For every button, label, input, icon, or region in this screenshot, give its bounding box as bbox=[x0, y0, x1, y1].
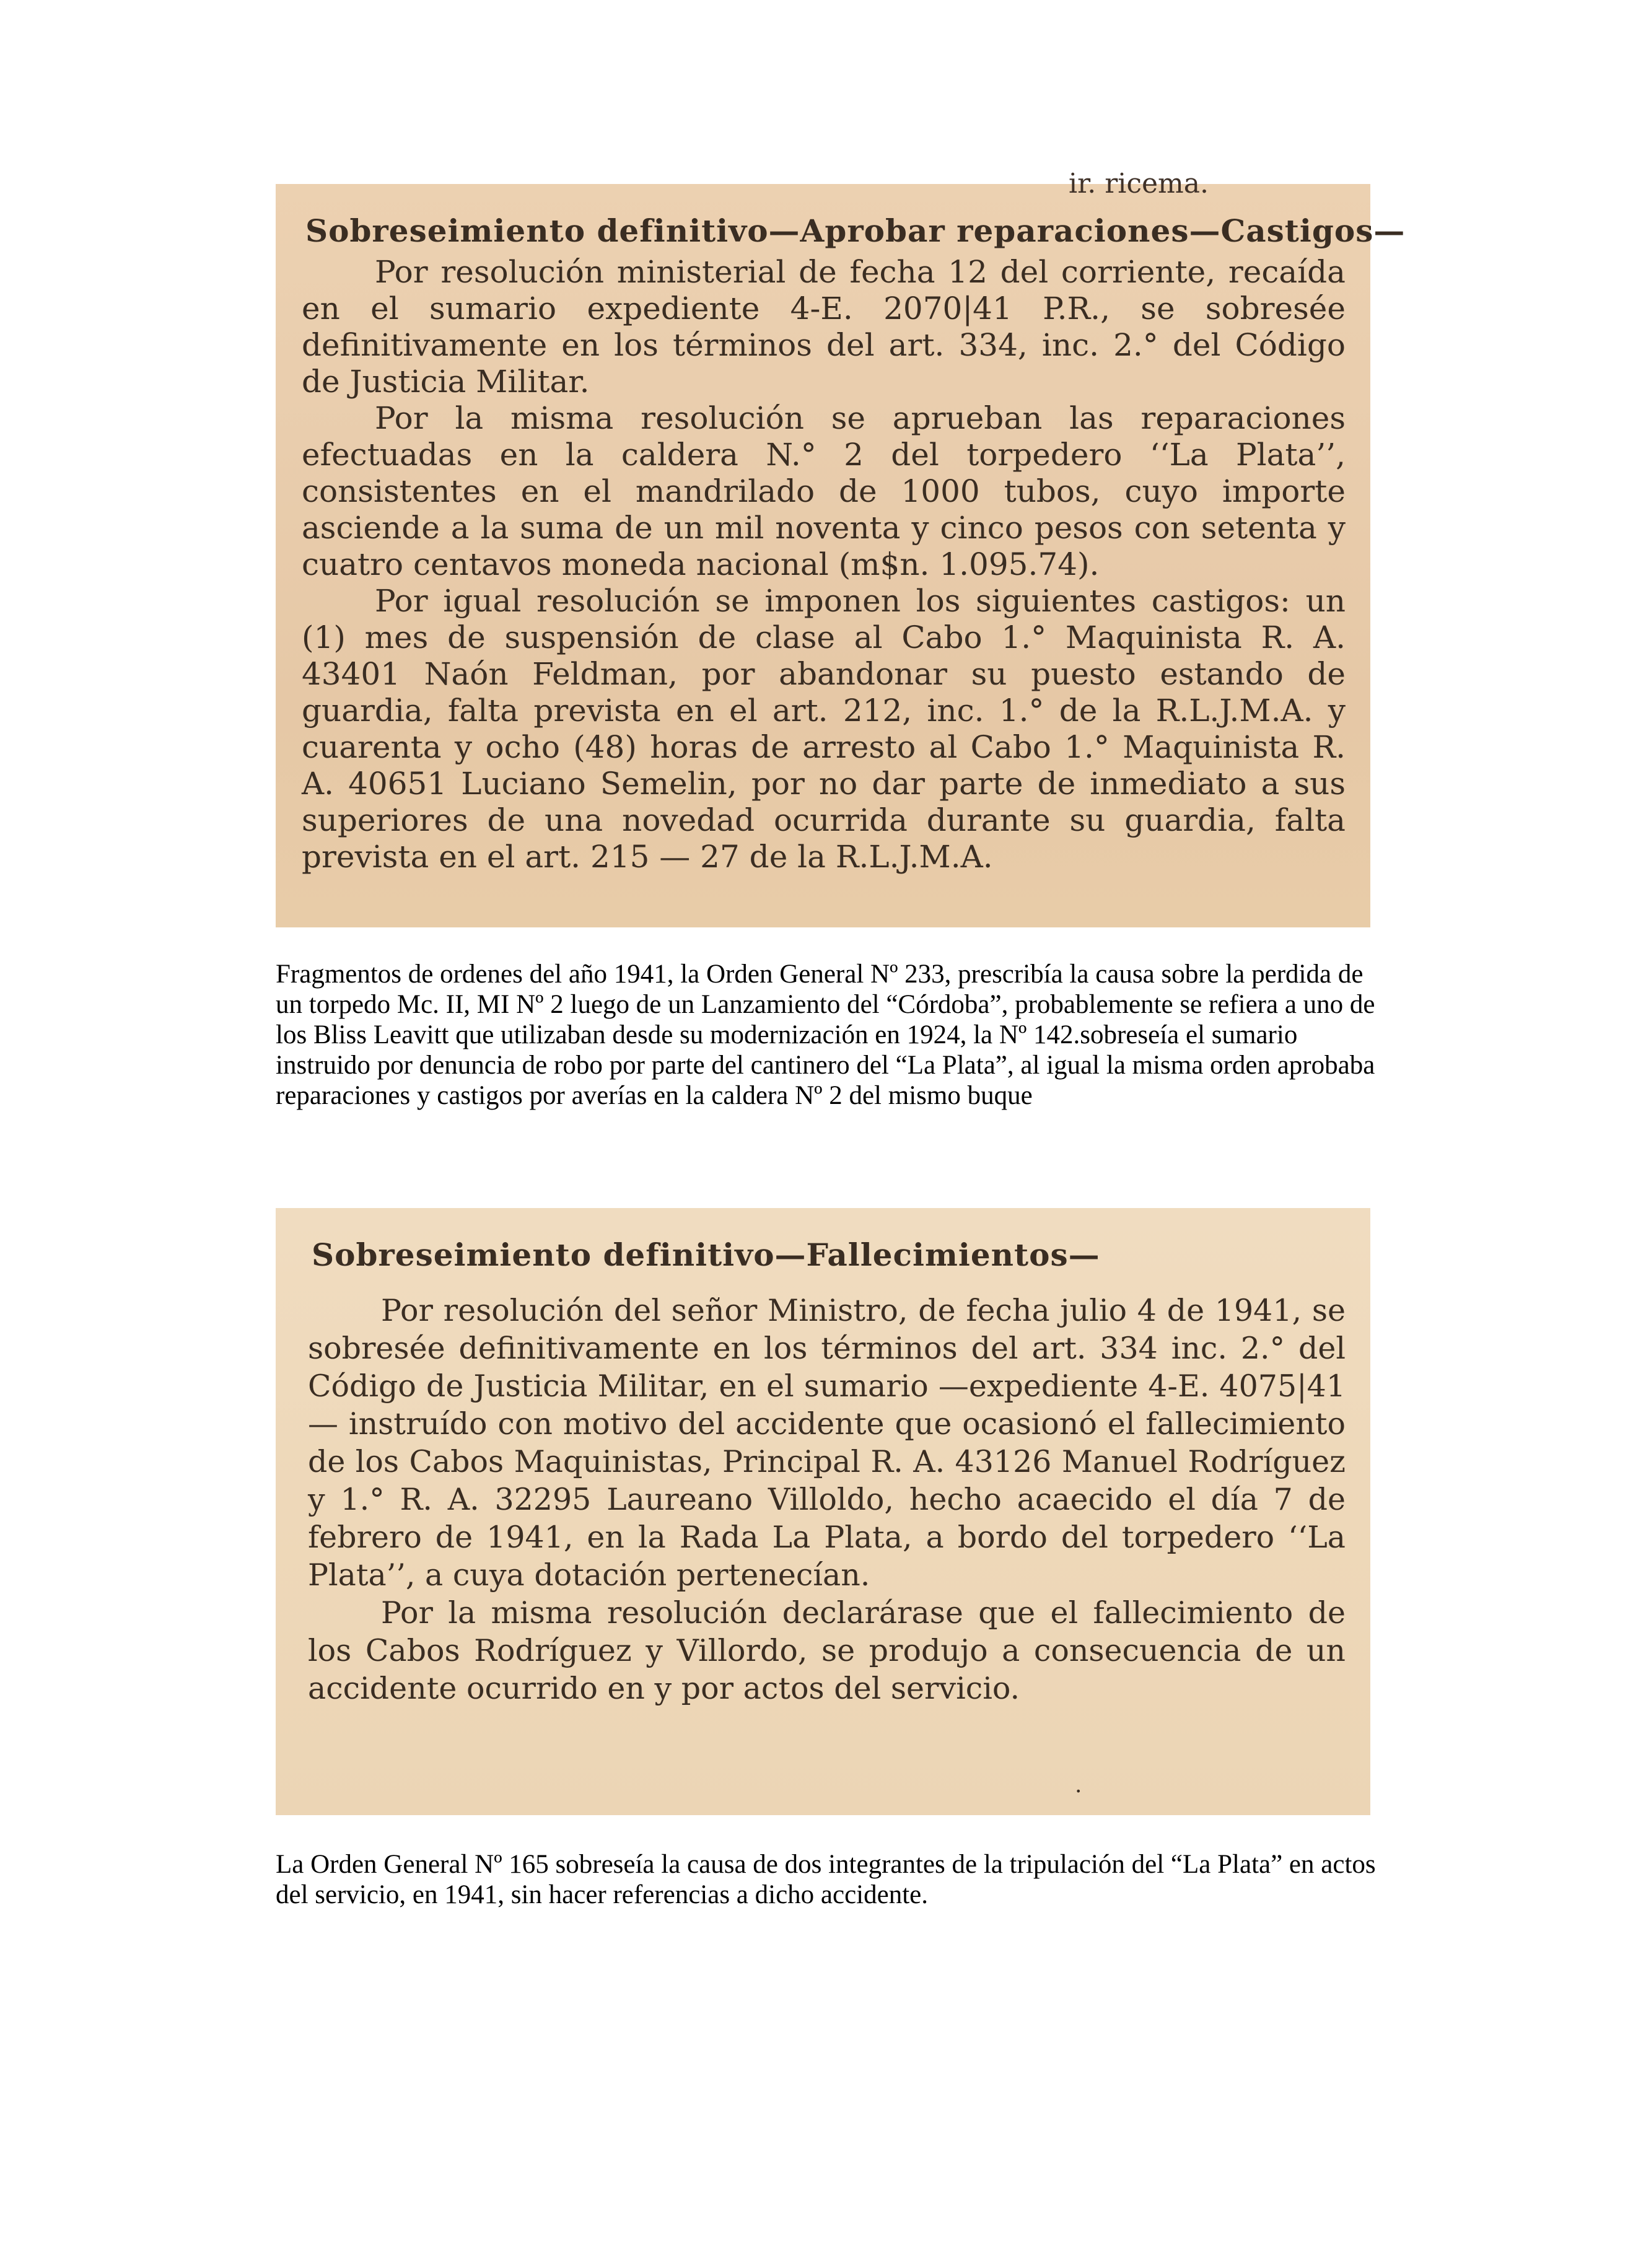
clipping-2-tail-mark: . bbox=[1075, 1772, 1082, 1798]
clipping-1-paragraph-1: Por resolución ministerial de fecha 12 del corriente, recaída en el sumario expediente 4-E. 2070|41 P.R., se sobresée definitivamente en los términos del art. 334, inc. 2.° del Código de Justicia Militar. bbox=[302, 254, 1346, 400]
clipping-cut-top-text: ir. ricema. bbox=[1069, 168, 1209, 199]
clipping-2-paragraph-1: Por resolución del señor Ministro, de fecha julio 4 de 1941, se sobresée definitivamente en los términos del art. 334 inc. 2.° del Código de Justicia Militar, en el sumario —expediente 4-E. 4075|41— instruído con motivo del accidente que ocasionó el fallecimiento de los Cabos Maquinistas, Principal R. A. 43126 Manuel Rodríguez y 1.° R. A. 32295 Laureano Villoldo, hecho acaecido el día 7 de febrero de 1941, en la Rada La Plata, a bordo del torpedero ‘‘La Plata’’, a cuya dotación pertenecían. bbox=[308, 1293, 1346, 1593]
clipping-1-paragraph-3: Por igual resolución se imponen los siguientes castigos: un (1) mes de suspensión de clase al Cabo 1.° Maquinista R. A. 43401 Naón Feldman, por abandonar su puesto estando de guardia, falta prevista en el art. 212, inc. 1.° de la R.L.J.M.A. y cuarenta y ocho (48) horas de arresto al Cabo 1.° Maquinista R. A. 40651 Luciano Semelin, por no dar parte de inmediato a sus superiores de una novedad ocurrida durante su guardia, falta prevista en el art. 215 — 27 de la R.L.J.M.A. bbox=[302, 583, 1346, 875]
clipping-1-heading: Sobreseimiento definitivo—Aprobar reparaciones—Castigos— bbox=[305, 212, 1406, 249]
clipping-2-paragraph-2: Por la misma resolución declarárase que el fallecimiento de los Cabos Rodríguez y Villordo, se produjo a consecuencia de un accidente ocurrido en y por actos del servicio. bbox=[308, 1595, 1346, 1706]
clipping-1-paragraph-2: Por la misma resolución se aprueban las reparaciones efectuadas en la caldera N.° 2 del torpedero ‘‘La Plata’’, consistentes en el mandrilado de 1000 tubos, cuyo importe asciende a la suma de un mil noventa y cinco pesos con setenta y cuatro centavos moneda nacional (m$n. 1.095.74). bbox=[302, 400, 1346, 582]
newspaper-clipping-1 bbox=[276, 168, 1406, 927]
caption-1: Fragmentos de ordenes del año 1941, la Orden General Nº 233, prescribía la causa sobre la perdida de un torpedo Mc. II, MI Nº 2 luego de un Lanzamiento del “Córdoba”, probablemente se refiera a uno de los Bliss Leavitt que utilizaban desde su modernización en 1924, la Nº 142.sobreseía el sumario instruido por denuncia de robo por parte del cantinero del “La Plata”, al igual la misma orden aprobaba reparaciones y castigos por averías en la caldera Nº 2 del mismo buque bbox=[276, 960, 1375, 1110]
clipping-2-heading: Sobreseimiento definitivo—Fallecimientos— bbox=[312, 1237, 1100, 1273]
caption-2: La Orden General Nº 165 sobreseía la causa de dos integrantes de la tripulación del “La Plata” en actos del servicio, en 1941, sin hacer referencias a dicho accidente. bbox=[276, 1850, 1376, 1909]
newspaper-clipping-2 bbox=[276, 1208, 1370, 1815]
